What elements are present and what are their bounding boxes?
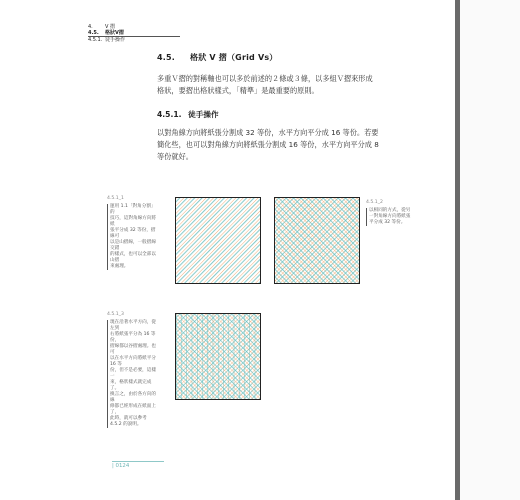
figure-caption [107,312,159,428]
breadcrumb-label: V 摺 [105,24,116,30]
figure-caption [366,200,416,226]
caption-line: 現在沿著水平方向，從左到 [110,320,156,331]
figure-id: 4.5.1_2 [366,200,383,205]
caption-line: 份，但不是必要，這樣一 [110,368,156,379]
caption-line: 技巧，這對角線方向將紙 [110,216,156,227]
caption-text [107,204,157,270]
figure-caption [107,196,157,270]
body-line: 簡化些，也可以對角線方向將紙張分割成 16 等份，水平方向平分成 8 [157,140,379,149]
caption-text [366,208,416,226]
caption-line: 以相同的方式，從另 [369,208,411,213]
breadcrumb-label: 徒手操作 [105,37,126,43]
crosshatch-figure [275,198,359,283]
intro-line: 格狀，要摺出格狀樣式，「精準」是最重要的原則。 [157,86,319,95]
breadcrumb-item [88,37,180,43]
viewer-background [460,0,520,500]
caption-line: 條都已經形成在紙面上了， [110,404,156,415]
caption-line: 張平分成 32 等份，摺線可 [110,228,156,239]
caption-line: 運用 1.1「對角分割」的 [110,204,156,215]
caption-line: 平分成 32 等份。 [369,220,406,225]
body-paragraph [157,127,397,163]
subsection-number: 4.5.1. [157,110,182,119]
section-heading [157,52,278,63]
grid-figure [176,314,260,399]
caption-line: 以在水平方向將紙平分 16 等 [110,356,156,367]
fold-diagram-grid [175,313,261,400]
body-line: 以對角線方向將紙張分割成 32 等份，水平方向平分成 16 等份。若要 [157,128,379,137]
footer-rule [112,461,164,462]
caption-line: 的樣式，也可以全部以山摺 [110,252,156,263]
breadcrumb-number: 4.5. [88,30,99,36]
caption-line: 以是山摺線，一般摺線交錯 [110,240,156,251]
breadcrumb-item-current [88,30,180,37]
caption-line: 摺線都以谷摺處理。也可 [110,344,156,355]
body-line: 等份就好。 [157,152,193,161]
section-title: 格狀 V 摺（Grid Vs） [190,53,278,62]
caption-line: 換言之，由於各方向的線 [110,392,156,403]
breadcrumb [88,24,180,43]
breadcrumb-label: 格狀V摺 [105,30,124,36]
caption-line: 此時，就可以參考 4.5.2 的說明。 [110,416,147,427]
caption-line: 來，格狀樣式就完成了。 [110,380,152,391]
caption-text [107,320,159,428]
breadcrumb-number: 4.5.1. [88,37,103,43]
fold-diagram-diagonal [175,197,261,284]
intro-paragraph [157,73,397,97]
subsection-title: 徒手操作 [188,110,219,119]
figure-id: 4.5.1_3 [107,312,124,317]
figure-id: 4.5.1_1 [107,196,124,201]
caption-line: 右將紙張平分為 16 等份， [110,332,156,343]
page-number: | 0124 [112,463,130,469]
breadcrumb-number: 4. [88,24,93,30]
section-number: 4.5. [157,53,176,62]
caption-line: 來處理。 [110,264,129,269]
caption-line: 一對角線方向將紙張 [369,214,411,219]
fold-diagram-crosshatch [274,197,360,284]
intro-line: 多重Ｖ摺的對稱軸也可以多於前述的２條或３條，以多組Ｖ摺來形成 [157,74,373,83]
diagonal-stripes-figure [176,198,260,283]
subsection-heading [157,109,219,120]
